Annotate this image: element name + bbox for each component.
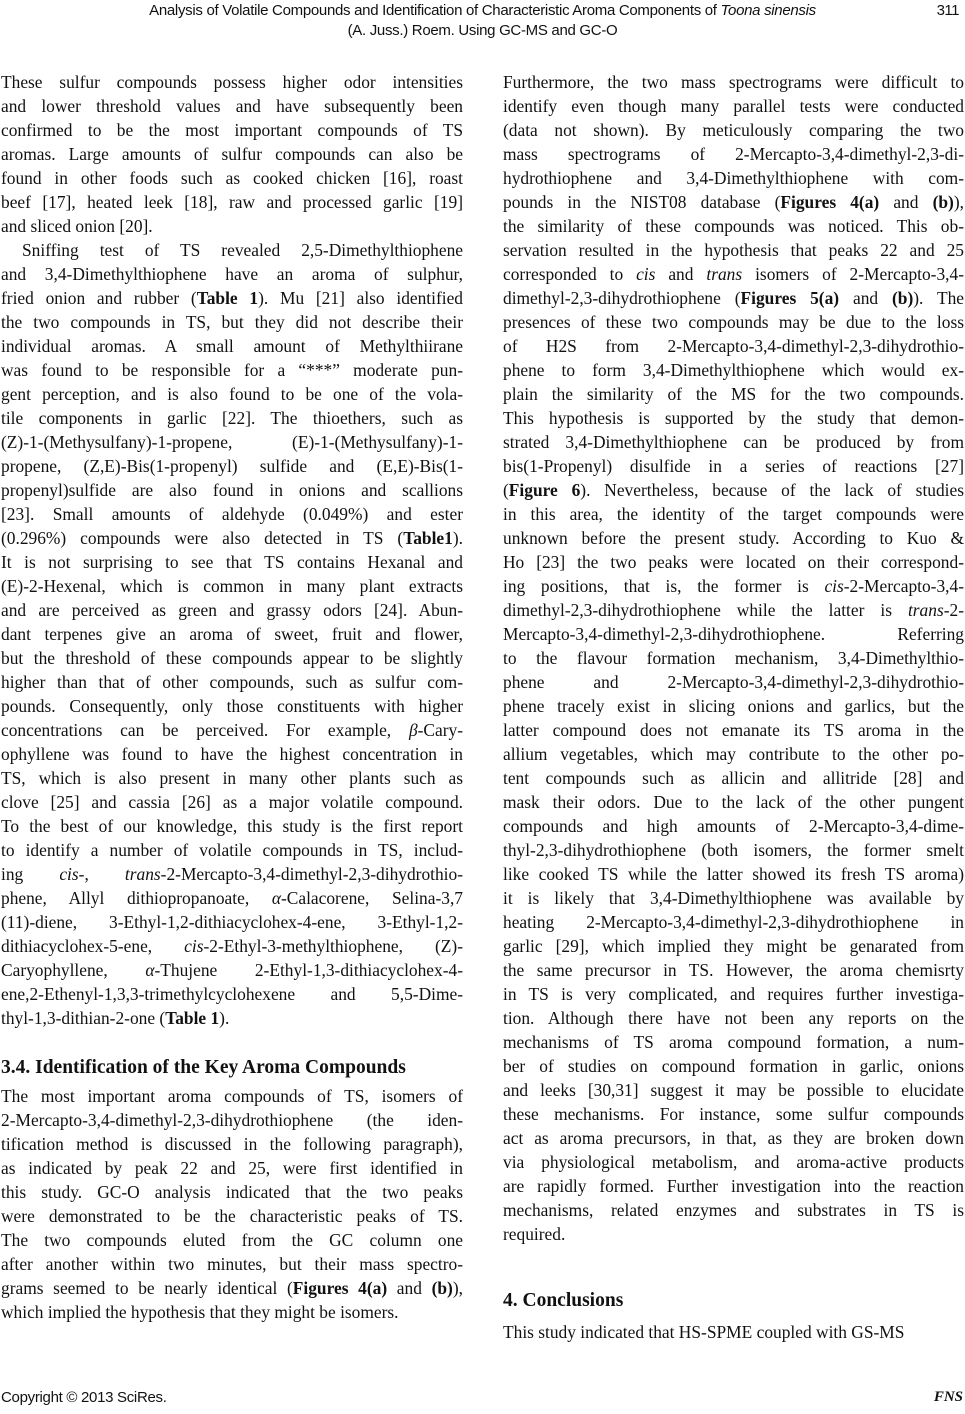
bold-reference: Figures 5(a) bbox=[740, 288, 840, 308]
text-run: mechanisms, related enzymes and substrates in TS is bbox=[503, 1200, 964, 1220]
text-run: The most important aroma compounds of TS, isomers of bbox=[1, 1086, 463, 1106]
text-line bbox=[503, 1174, 964, 1198]
text-run: beef [17], heated leek [18], raw and processed garlic [19] bbox=[1, 192, 463, 212]
text-line bbox=[1, 70, 463, 94]
text-line bbox=[1, 1252, 463, 1276]
bold-reference: Table 1 bbox=[165, 1008, 220, 1028]
text-run: are rapidly formed. Further investigation into the reaction bbox=[503, 1176, 964, 1196]
text-run: ). The bbox=[913, 288, 964, 308]
text-line bbox=[1, 958, 463, 982]
text-run: ophyllene was found to have the highest concentration in bbox=[1, 744, 463, 764]
header-title-line2: (A. Juss.) Roem. Using GC-MS and GC-O bbox=[347, 22, 618, 39]
text-run: this study. GC-O analysis indicated that the two peaks bbox=[1, 1182, 463, 1202]
text-run: ing positions, that is, the former is bbox=[503, 576, 825, 596]
text-run: thyl-1,3-dithian-2-one ( bbox=[1, 1008, 166, 1028]
text-run: ene,2-Ethenyl-1,3,3-trimethylcyclohexene and 5,5-Dime- bbox=[1, 984, 463, 1004]
text-line bbox=[1, 694, 463, 718]
text-line bbox=[503, 166, 964, 190]
italic-term: α bbox=[271, 888, 281, 908]
text-run: in this area, the identity of the target compounds were bbox=[503, 504, 964, 524]
text-line bbox=[503, 382, 964, 406]
text-line bbox=[1, 910, 463, 934]
text-run: These sulfur compounds possess higher odor intensities bbox=[1, 72, 463, 92]
text-run: Mercapto-3,4-dimethyl-2,3-dihydrothiophene. Referring bbox=[503, 624, 964, 644]
text-run: -, bbox=[78, 864, 125, 884]
text-line bbox=[1, 934, 463, 958]
text-line bbox=[1, 1276, 463, 1300]
text-line bbox=[503, 1102, 964, 1126]
text-run: gent perception, and is also found to be one of the vola- bbox=[1, 384, 463, 404]
text-run: isomers of 2-Mercapto-3,4- bbox=[742, 264, 964, 284]
bold-reference: Figure 6 bbox=[508, 480, 581, 500]
text-line bbox=[503, 430, 964, 454]
text-run: Ho [23] the two peaks were located on their correspond- bbox=[503, 552, 964, 572]
text-run: of H2S from 2-Mercapto-3,4-dimethyl-2,3-dihydrothio- bbox=[503, 336, 964, 356]
italic-term: α bbox=[145, 960, 155, 980]
text-run: tent compounds such as allicin and allitride [28] and bbox=[503, 768, 964, 788]
text-run: (0.296%) compounds were also detected in TS ( bbox=[1, 528, 404, 548]
text-run: phene and 2-Mercapto-3,4-dimethyl-2,3-dihydrothio- bbox=[503, 672, 964, 692]
text-run: unknown before the present study. According to Kuo & bbox=[503, 528, 964, 548]
text-line bbox=[1, 742, 463, 766]
text-run: and bbox=[655, 264, 707, 284]
text-run: -2-Mercapto-3,4-dimethyl-2,3-dihydrothio- bbox=[160, 864, 463, 884]
text-run: phene, Allyl dithiopropanoate, bbox=[1, 888, 272, 908]
text-run: tification method is discussed in the following paragraph), bbox=[1, 1134, 463, 1154]
text-line bbox=[503, 94, 964, 118]
text-line bbox=[503, 886, 964, 910]
text-run: -Cary- bbox=[417, 720, 463, 740]
text-line bbox=[503, 934, 964, 958]
text-line bbox=[503, 1126, 964, 1150]
text-line bbox=[503, 286, 964, 310]
text-line bbox=[503, 1030, 964, 1054]
text-run: and bbox=[839, 288, 892, 308]
text-run: ( bbox=[503, 480, 509, 500]
text-line bbox=[503, 1222, 964, 1246]
bold-reference: Figures 4(a) bbox=[780, 192, 880, 212]
text-line bbox=[503, 862, 964, 886]
text-run: as indicated by peak 22 and 25, were first identified in bbox=[1, 1158, 463, 1178]
copyright-notice: Copyright © 2013 SciRes. bbox=[1, 1389, 167, 1406]
italic-term: trans bbox=[907, 600, 944, 620]
text-line bbox=[503, 1006, 964, 1030]
text-line bbox=[503, 766, 964, 790]
text-line bbox=[1, 214, 463, 238]
text-line bbox=[503, 814, 964, 838]
text-line bbox=[1, 622, 463, 646]
text-line bbox=[503, 670, 964, 694]
text-run: found in other foods such as cooked chicken [16], roast bbox=[1, 168, 463, 188]
text-line bbox=[1, 430, 463, 454]
text-run: This study indicated that HS-SPME coupled with GS-MS bbox=[503, 1322, 905, 1342]
text-line bbox=[503, 526, 964, 550]
text-line bbox=[1, 238, 463, 262]
text-run: presences of these two compounds may be due to the loss bbox=[503, 312, 964, 332]
section-heading-conclusions: 4. Conclusions bbox=[503, 1290, 624, 1311]
text-run: dimethyl-2,3-dihydrothiophene ( bbox=[503, 288, 741, 308]
text-line bbox=[1, 334, 463, 358]
text-line bbox=[1, 838, 463, 862]
header-title-line1: Analysis of Volatile Compounds and Identification of Characteristic Aroma Components of Toona sinensis bbox=[149, 2, 816, 19]
text-line bbox=[1, 646, 463, 670]
text-line bbox=[1, 1180, 463, 1204]
text-run: act as aroma precursors, in that, as they are broken down bbox=[503, 1128, 964, 1148]
text-line bbox=[503, 646, 964, 670]
text-run: ), bbox=[953, 192, 964, 212]
italic-term: cis bbox=[824, 576, 844, 596]
text-line bbox=[503, 1320, 964, 1344]
text-line bbox=[503, 622, 964, 646]
text-line bbox=[1, 478, 463, 502]
text-line bbox=[503, 214, 964, 238]
text-run: the same precursor in TS. However, the aroma chemisrty bbox=[503, 960, 964, 980]
text-line bbox=[503, 694, 964, 718]
text-line bbox=[503, 238, 964, 262]
text-line bbox=[503, 334, 964, 358]
text-run: bis(1-Propenyl) disulfide in a series of reactions [27] bbox=[503, 456, 964, 476]
text-line bbox=[503, 550, 964, 574]
text-line bbox=[503, 1150, 964, 1174]
text-line bbox=[1, 670, 463, 694]
text-run: plain the similarity of the MS for the two compounds. bbox=[503, 384, 964, 404]
text-run: were demonstrated to be the characteristic peaks of TS. bbox=[1, 1206, 463, 1226]
text-run: mask their odors. Due to the lack of the other pungent bbox=[503, 792, 964, 812]
bold-reference: Table 1 bbox=[196, 288, 259, 308]
text-line bbox=[503, 406, 964, 430]
text-line bbox=[1, 310, 463, 334]
text-line bbox=[1, 1084, 463, 1108]
text-line bbox=[1, 550, 463, 574]
text-line bbox=[1, 358, 463, 382]
text-run: and bbox=[879, 192, 933, 212]
text-line bbox=[1, 766, 463, 790]
text-line bbox=[503, 742, 964, 766]
text-run: -2-Ethyl-3-methylthiophene, (Z)- bbox=[203, 936, 463, 956]
text-line bbox=[503, 358, 964, 382]
text-line bbox=[503, 190, 964, 214]
italic-term: cis bbox=[59, 864, 79, 884]
text-line bbox=[1, 1204, 463, 1228]
bold-reference: (b) bbox=[932, 192, 954, 212]
text-line bbox=[1, 262, 463, 286]
text-run: phene tracely exist in slicing onions and garlics, but the bbox=[503, 696, 964, 716]
text-run: This hypothesis is supported by the study that demon- bbox=[503, 408, 964, 428]
text-run: The two compounds eluted from the GC column one bbox=[1, 1230, 463, 1250]
italic-term: cis bbox=[636, 264, 656, 284]
text-run: the similarity of these compounds was noticed. This ob- bbox=[503, 216, 964, 236]
text-run: Furthermore, the two mass spectrograms were difficult to bbox=[503, 72, 964, 92]
text-line bbox=[503, 118, 964, 142]
text-run: and sliced onion [20]. bbox=[1, 216, 153, 236]
text-run: higher than that of other compounds, such as sulfur com- bbox=[1, 672, 463, 692]
italic-term: trans bbox=[124, 864, 161, 884]
text-run: 2-Mercapto-3,4-dimethyl-2,3-dihydrothiophene (the iden- bbox=[1, 1110, 463, 1130]
text-run: compounds and high amounts of 2-Mercapto-3,4-dime- bbox=[503, 816, 964, 836]
text-run: propene, (Z,E)-Bis(1-propenyl) sulfide and (E,E)-Bis(1- bbox=[1, 456, 463, 476]
text-line bbox=[1, 166, 463, 190]
text-line bbox=[1, 814, 463, 838]
text-line bbox=[1, 982, 463, 1006]
text-line bbox=[503, 454, 964, 478]
text-run: clove [25] and cassia [26] as a major volatile compound. bbox=[1, 792, 463, 812]
text-line bbox=[1, 286, 463, 310]
text-line bbox=[503, 478, 964, 502]
text-line bbox=[1, 1108, 463, 1132]
text-run: required. bbox=[503, 1224, 566, 1244]
text-line bbox=[503, 598, 964, 622]
text-line bbox=[1, 118, 463, 142]
text-line bbox=[503, 1198, 964, 1222]
text-run: and lower threshold values and have subsequently been bbox=[1, 96, 463, 116]
text-run: To the best of our knowledge, this study is the first report bbox=[1, 816, 463, 836]
text-line bbox=[1, 574, 463, 598]
journal-abbreviation: FNS bbox=[933, 1389, 963, 1405]
text-line bbox=[1, 1006, 463, 1030]
text-run: corresponded to bbox=[503, 264, 637, 284]
text-line bbox=[1, 718, 463, 742]
text-run: ber of studies on compound formation in garlic, onions bbox=[503, 1056, 964, 1076]
italic-term: trans bbox=[706, 264, 743, 284]
text-line bbox=[503, 982, 964, 1006]
text-run: concentrations can be perceived. For example, bbox=[1, 720, 409, 740]
text-run: dimethyl-2,3-dihydrothiophene while the latter is bbox=[503, 600, 908, 620]
bold-reference: (b) bbox=[431, 1278, 453, 1298]
text-line bbox=[1, 886, 463, 910]
text-line bbox=[503, 142, 964, 166]
text-run: ), bbox=[452, 1278, 463, 1298]
page-number: 311 bbox=[936, 2, 959, 19]
text-run: pounds. Consequently, only those constituents with higher bbox=[1, 696, 463, 716]
text-run: identify even though many parallel tests were conducted bbox=[503, 96, 964, 116]
text-line bbox=[503, 502, 964, 526]
text-line bbox=[1, 862, 463, 886]
text-run: in TS is very complicated, and requires further investiga- bbox=[503, 984, 964, 1004]
text-line bbox=[1, 382, 463, 406]
text-line bbox=[1, 190, 463, 214]
text-run: to the flavour formation mechanism, 3,4-Dimethylthio- bbox=[503, 648, 964, 668]
text-line bbox=[503, 310, 964, 334]
text-line bbox=[503, 958, 964, 982]
text-line bbox=[503, 910, 964, 934]
text-line bbox=[503, 70, 964, 94]
text-run: strated 3,4-Dimethylthiophene can be produced by from bbox=[503, 432, 964, 452]
text-run: ing bbox=[1, 864, 60, 884]
text-run: -Thujene 2-Ethyl-1,3-dithiacyclohex-4- bbox=[154, 960, 463, 980]
text-line bbox=[1, 1156, 463, 1180]
italic-term: β bbox=[408, 720, 418, 740]
text-run: (Z)-1-(Methysulfany)-1-propene, (E)-1-(Methysulfany)-1- bbox=[1, 432, 463, 452]
text-run: which implied the hypothesis that they might be isomers. bbox=[1, 1302, 399, 1322]
text-line bbox=[1, 598, 463, 622]
text-line bbox=[503, 262, 964, 286]
text-run: Sniffing test of TS revealed 2,5-Dimethylthiophene bbox=[22, 240, 463, 260]
text-line bbox=[1, 1228, 463, 1252]
text-run: -2- bbox=[943, 600, 964, 620]
text-run: phene to form 3,4-Dimethylthiophene which would ex- bbox=[503, 360, 964, 380]
text-run: and 3,4-Dimethylthiophene have an aroma of sulphur, bbox=[1, 264, 463, 284]
text-run: ). Mu [21] also identified bbox=[258, 288, 463, 308]
text-run: after another within two minutes, but their mass spectro- bbox=[1, 1254, 463, 1274]
text-run: propenyl)sulfide are also found in onions and scallions bbox=[1, 480, 463, 500]
text-run: tion. Although there have not been any reports on the bbox=[503, 1008, 964, 1028]
text-run: aromas. Large amounts of sulfur compounds can also be bbox=[1, 144, 463, 164]
text-line bbox=[503, 838, 964, 862]
text-line bbox=[503, 574, 964, 598]
text-run: latter compound does not emanate its TS aroma in the bbox=[503, 720, 964, 740]
text-line bbox=[503, 1078, 964, 1102]
text-line bbox=[1, 1132, 463, 1156]
text-run: servation resulted in the hypothesis that peaks 22 and 25 bbox=[503, 240, 964, 260]
text-run: (data not shown). By meticulously comparing the two bbox=[503, 120, 964, 140]
text-run: the two compounds in TS, but they did not describe their bbox=[1, 312, 463, 332]
text-run: tile components in garlic [22]. The thioethers, such as bbox=[1, 408, 463, 428]
text-line bbox=[1, 142, 463, 166]
text-run: and bbox=[387, 1278, 432, 1298]
text-run: but the threshold of these compounds appear to be slightly bbox=[1, 648, 463, 668]
text-run: confirmed to be the most important compounds of TS bbox=[1, 120, 463, 140]
text-run: ). bbox=[452, 528, 463, 548]
text-run: these mechanisms. For instance, some sulfur compounds bbox=[503, 1104, 964, 1124]
text-line bbox=[1, 94, 463, 118]
text-run: individual aromas. A small amount of Methylthiirane bbox=[1, 336, 463, 356]
text-run: dithiacyclohex-5-ene, bbox=[1, 936, 185, 956]
text-run: -2-Mercapto-3,4- bbox=[843, 576, 964, 596]
bold-reference: (b) bbox=[891, 288, 914, 308]
text-line bbox=[503, 790, 964, 814]
text-run: mechanisms of TS aroma compound formation, a num- bbox=[503, 1032, 964, 1052]
text-line bbox=[1, 526, 463, 550]
text-line bbox=[1, 406, 463, 430]
text-run: Caryophyllene, bbox=[1, 960, 146, 980]
text-run: it is likely that 3,4-Dimethylthiophene was available by bbox=[503, 888, 964, 908]
section-heading-3-4: 3.4. Identification of the Key Aroma Compounds bbox=[1, 1057, 406, 1078]
text-line bbox=[1, 502, 463, 526]
text-run: thyl-2,3-dihydrothiophene (both isomers, the former smelt bbox=[503, 840, 964, 860]
text-run: to identify a number of volatile compounds in TS, includ- bbox=[1, 840, 463, 860]
text-run: dant terpenes give an aroma of sweet, fruit and flower, bbox=[1, 624, 463, 644]
italic-term: cis bbox=[184, 936, 204, 956]
text-run: via physiological metabolism, and aroma-active products bbox=[503, 1152, 964, 1172]
text-run: allium vegetables, which may contribute to the other po- bbox=[503, 744, 964, 764]
text-run: -Calacorene, Selina-3,7 bbox=[280, 888, 463, 908]
text-run: heating 2-Mercapto-3,4-dimethyl-2,3-dihydrothiophene in bbox=[503, 912, 964, 932]
text-run: and are perceived as green and grassy odors [24]. Abun- bbox=[1, 600, 463, 620]
text-run: ). Nevertheless, because of the lack of studies bbox=[580, 480, 964, 500]
text-run: ). bbox=[219, 1008, 230, 1028]
text-line bbox=[503, 718, 964, 742]
text-run: grams seemed to be nearly identical ( bbox=[1, 1278, 293, 1298]
text-run: (E)-2-Hexenal, which is common in many plant extracts bbox=[1, 576, 463, 596]
text-run: was found to be responsible for a “***” moderate pun- bbox=[1, 360, 463, 380]
text-run: It is not surprising to see that TS contains Hexanal and bbox=[1, 552, 463, 572]
text-run: pounds in the NIST08 database ( bbox=[503, 192, 781, 212]
text-run: garlic [29], which implied they might be genarated from bbox=[503, 936, 964, 956]
bold-reference: Figures 4(a) bbox=[292, 1278, 388, 1298]
text-run: (11)-diene, 3-Ethyl-1,2-dithiacyclohex-4-ene, 3-Ethyl-1,2- bbox=[1, 912, 463, 932]
bold-reference: Table1 bbox=[403, 528, 453, 548]
text-run: hydrothiophene and 3,4-Dimethylthiophene with com- bbox=[503, 168, 964, 188]
text-line bbox=[1, 790, 463, 814]
text-run: [23]. Small amounts of aldehyde (0.049%) and ester bbox=[1, 504, 463, 524]
text-run: like cooked TS while the latter showed its fresh TS aroma) bbox=[503, 864, 964, 884]
text-line bbox=[1, 1300, 463, 1324]
text-run: mass spectrograms of 2-Mercapto-3,4-dimethyl-2,3-di- bbox=[503, 144, 964, 164]
text-line bbox=[1, 454, 463, 478]
text-run: and leeks [30,31] suggest it may be possible to elucidate bbox=[503, 1080, 964, 1100]
text-line bbox=[503, 1054, 964, 1078]
text-run: TS, which is also present in many other plants such as bbox=[1, 768, 463, 788]
text-run: fried onion and rubber ( bbox=[1, 288, 197, 308]
